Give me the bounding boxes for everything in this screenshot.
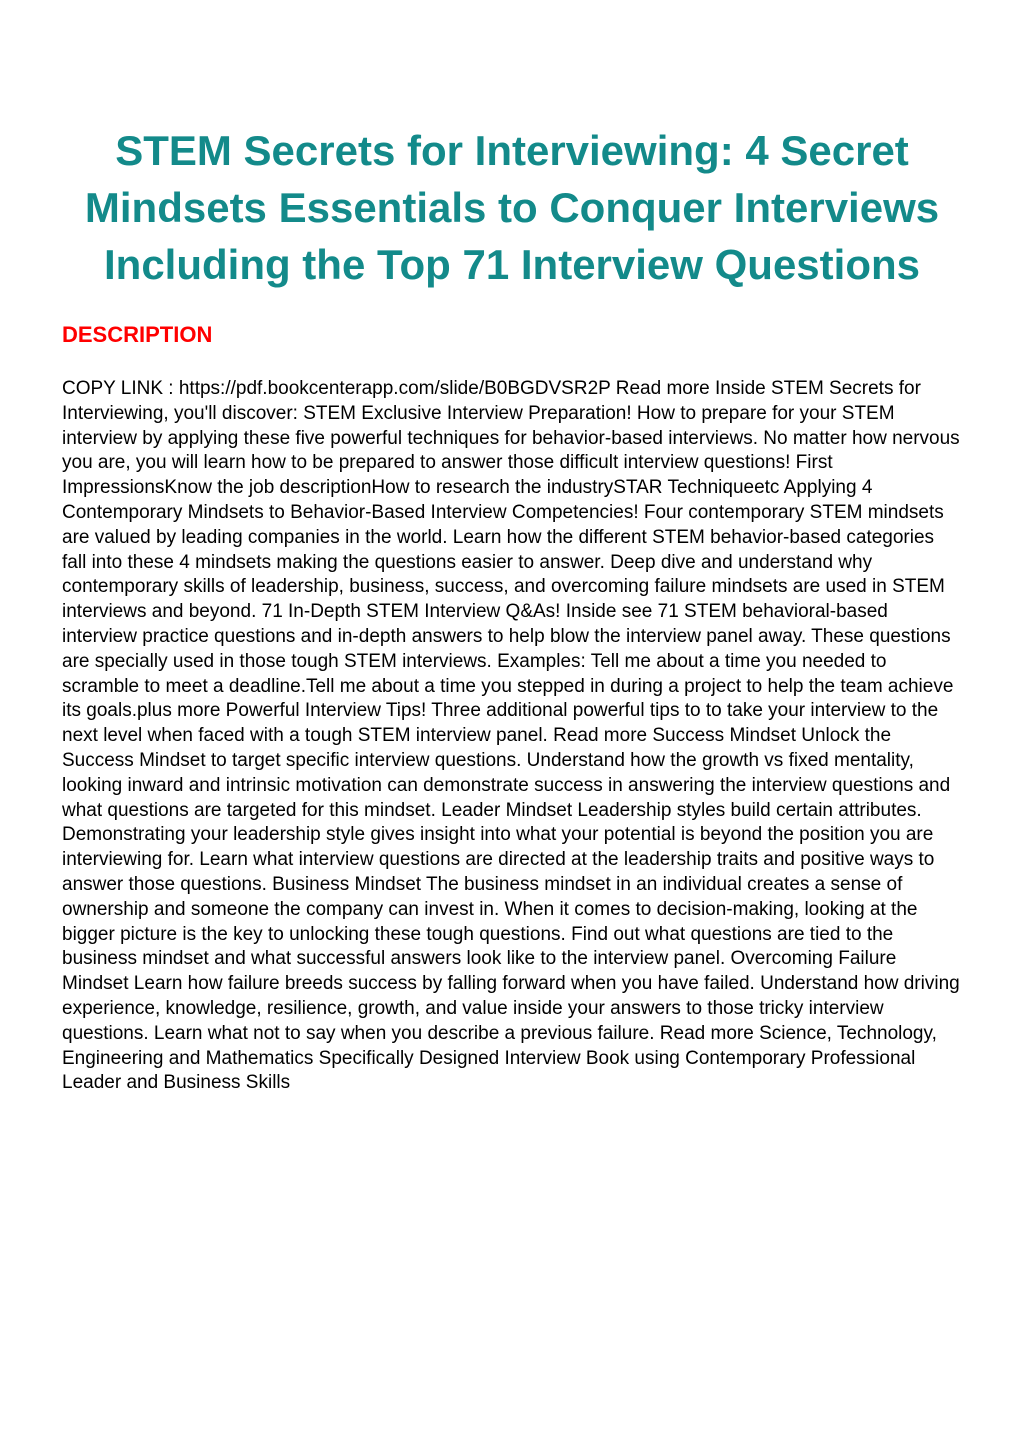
description-text: COPY LINK : https://pdf.bookcenterapp.com/slide/B0BGDVSR2P Read more Inside STEM Secrets for Interviewing, you'll discover: STEM Exclusive Interview Preparation! How to prepare for your STEM interview by applying these five powerful techniques for behavior-based interviews. No matter how nervous you are, you will learn how to be prepared to answer those difficult interview questions! First ImpressionsKnow the job descriptionHow to research the industrySTAR Techniqueetc Applying 4 Contemporary Mindsets to Behavior-Based Interview Competencies! Four contemporary STEM mindsets are valued by leading companies in the world. Learn how the different STEM behavior-based categories fall into these 4 mindsets making the questions easier to answer. Deep dive and understand why contemporary skills of leadership, business, success, and overcoming failure mindsets are used in STEM interviews and beyond. 71 In-Depth STEM Interview Q&As! Inside see 71 STEM behavioral-based interview practice questions and in-depth answers to help blow the interview panel away. These questions are specially used in those tough STEM interviews. Examples: Tell me about a time you needed to scramble to meet a deadline.Tell me about a time you stepped in during a project to help the team achieve its goals.plus more Powerful Interview Tips! Three additional powerful tips to to take your interview to the next level when faced with a tough STEM interview panel. Read more Success Mindset Unlock the Success Mindset to target specific interview questions. Understand how the growth vs fixed mentality, looking inward and intrinsic motivation can demonstrate success in answering the interview questions and what questions are targeted for this mindset. Leader Mindset Leadership styles build certain attributes. Demonstrating your leadership style gives insight into what your potential is beyond the position you are interviewing for. Learn what interview questions are directed at the leadership traits and positive ways to answer those questions. Business Mindset The business mindset in an individual creates a sense of ownership and someone the company can invest in. When it comes to decision-making, looking at the bigger picture is the key to unlocking these tough questions. Find out what questions are tied to the business mindset and what successful answers look like to the interview panel. Overcoming Failure Mindset Learn how failure breeds success by falling forward when you have failed. Understand how driving experience, knowledge, resilience, growth, and value inside your answers to those tricky interview questions. Learn what not to say when you describe a previous failure. Read more Science, Technology, Engineering and Mathematics Specifically Designed Interview Book using Contemporary Professional Leader and Business Skills <box>62 378 960 1094</box>
description-heading: DESCRIPTION <box>62 322 213 347</box>
document-title: STEM Secrets for Interviewing: 4 Secret Mindsets Essentials to Conquer Interviews Including the Top 71 Interview Questions <box>84 127 940 288</box>
